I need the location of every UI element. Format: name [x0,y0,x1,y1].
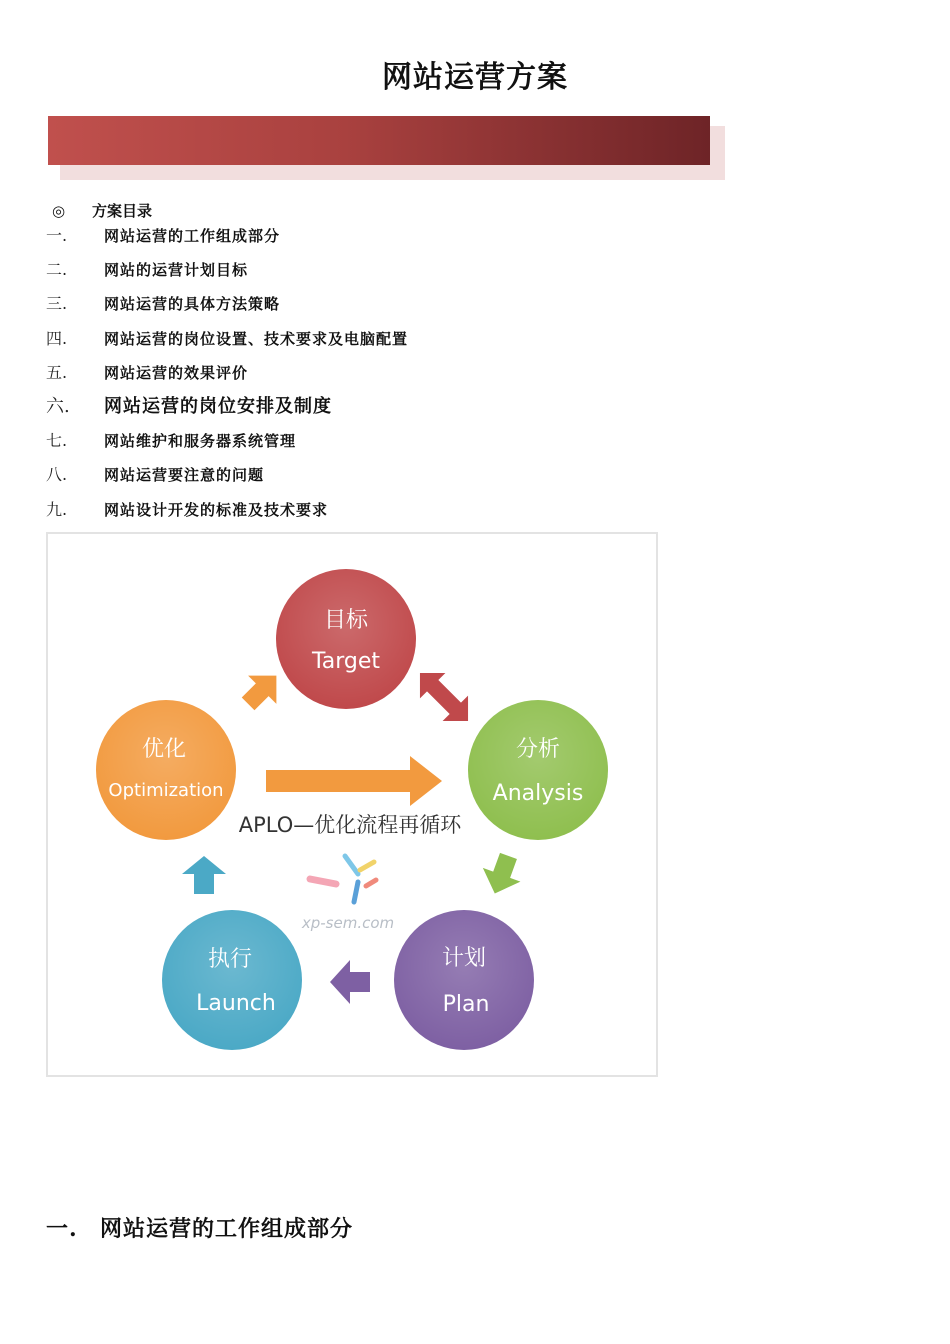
section-title: 网站运营的工作组成部分 [100,1216,354,1242]
optimization-cn-label: 优化 [141,737,187,762]
target-en-label: Target [311,649,381,674]
arrow-optimization-to-target-icon [234,661,291,718]
arrow-launch-to-optimization-icon [182,856,226,894]
toc-item-text: 网站运营要注意的问题 [104,466,265,485]
toc-item [46,226,408,260]
launch-en-label: Launch [196,991,276,1016]
toc-heading-text: 方案目录 [92,202,153,220]
plan-cn-label: 计划 [441,946,487,971]
arrow-analysis-to-plan-icon [476,849,527,900]
toc-item-text: 网站维护和服务器系统管理 [104,432,297,451]
table-of-contents [46,226,408,534]
diagram-center-caption: APLO—优化流程再循环 [238,813,462,837]
toc-item [46,363,408,397]
plan-en-label: Plan [442,992,490,1017]
toc-item-number: 一. [46,226,68,245]
analysis-node [468,700,608,840]
toc-item-text: 网站运营的具体方法策略 [104,295,281,314]
toc-item-text: 网站的运营计划目标 [104,261,249,280]
toc-item-text: 网站运营的岗位安排及制度 [104,395,332,417]
toc-item [46,260,408,294]
diagram-watermark: xp-sem.com [301,914,395,932]
toc-item-number: 二. [46,260,68,280]
section-heading [46,1212,353,1243]
aplo-cycle-svg [48,534,656,1075]
toc-item-number: 七. [46,431,68,451]
section-number: 一. [46,1216,78,1242]
launch-node [162,910,302,1050]
toc-item-number: 八. [46,465,68,485]
target-node [276,569,416,709]
double-arrow-target-analysis-icon [407,660,481,734]
analysis-cn-label: 分析 [515,737,561,762]
toc-item [46,465,408,499]
xp-sem-logo-icon [310,856,376,902]
center-right-arrow-icon [266,756,442,806]
toc-item-number: 九. [46,499,68,519]
launch-cn-label: 执行 [207,947,253,972]
toc-item-number: 六. [46,395,70,417]
toc-item [46,397,408,431]
toc-item [46,329,408,363]
toc-heading [52,200,152,221]
optimization-en-label: Optimization [108,780,224,801]
toc-item [46,294,408,328]
target-cn-label: 目标 [323,608,369,633]
optimization-node [96,700,236,840]
toc-item [46,431,408,465]
document-title: 网站运营方案 [382,60,568,95]
toc-item-text: 网站运营的工作组成部分 [104,227,281,245]
toc-item [46,500,408,534]
toc-item-number: 三. [46,294,68,314]
toc-item-text: 网站设计开发的标准及技术要求 [104,500,329,519]
analysis-en-label: Analysis [492,781,584,806]
toc-item-text: 网站运营的效果评价 [104,363,249,382]
arrow-plan-to-launch-icon [330,960,370,1004]
target-symbol-icon: ◎ [52,202,66,220]
toc-item-text: 网站运营的岗位设置、技术要求及电脑配置 [104,329,409,348]
toc-item-number: 四. [46,328,68,348]
toc-item-number: 五. [46,362,68,382]
plan-node [394,910,534,1050]
decorative-title-band [48,116,710,165]
aplo-cycle-diagram [46,532,658,1077]
